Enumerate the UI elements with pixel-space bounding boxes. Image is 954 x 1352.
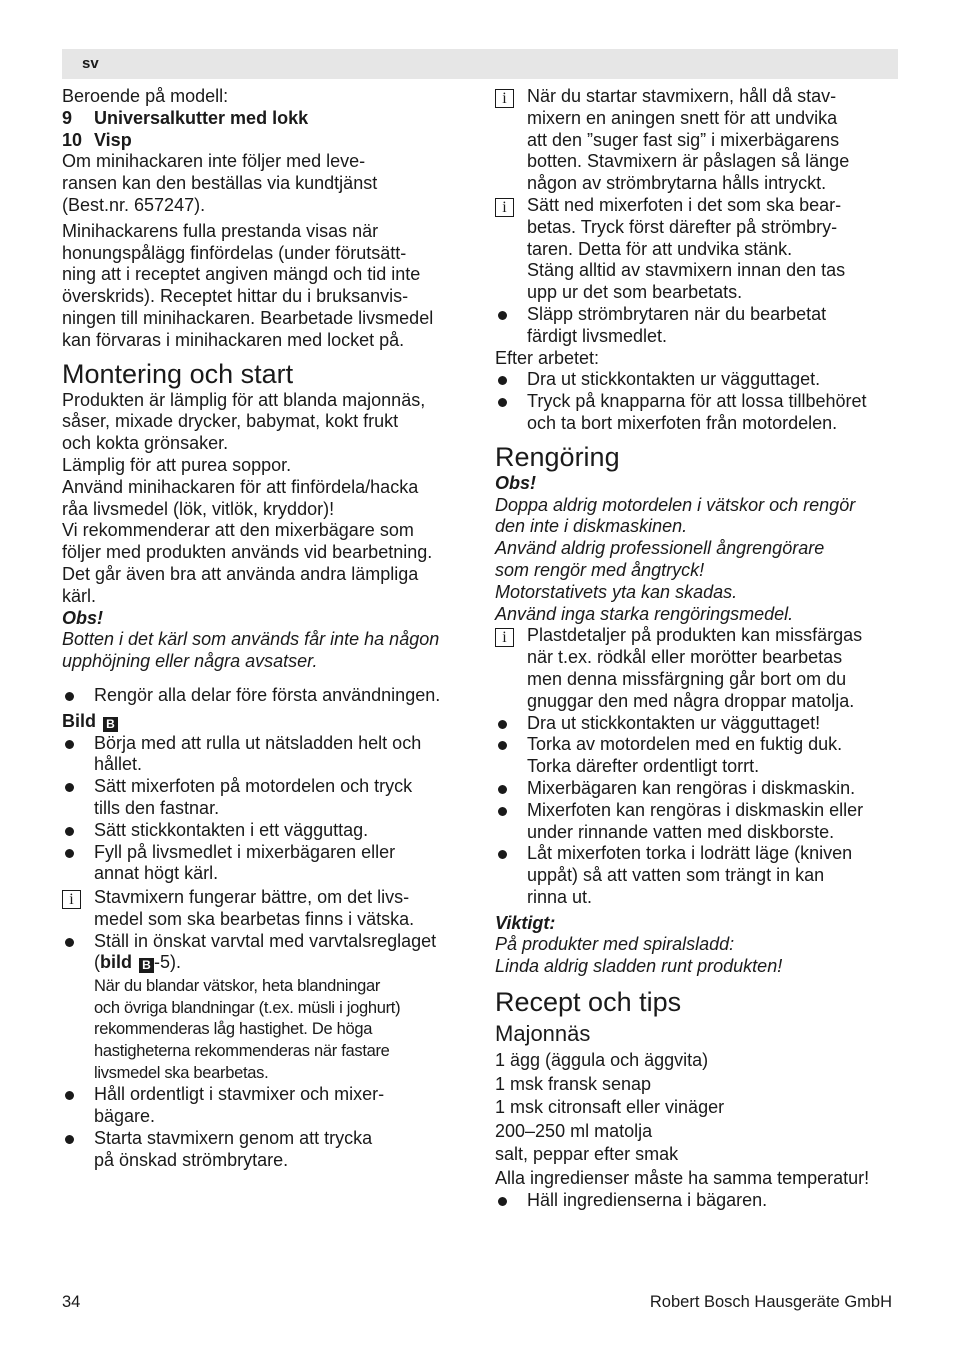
paragraph-order-info: Om minihackaren inte följer med leve- ransen kan den beställas via kundtjänst (Best.nr. 657247). bbox=[62, 151, 378, 215]
bullet-icon bbox=[65, 938, 74, 947]
list-item: Mixerbägaren kan rengöras i diskmaskin. bbox=[495, 778, 899, 800]
important-text: På produkter med spiralsladd: Linda aldrig sladden runt produkten! bbox=[495, 934, 783, 977]
obs-label: Obs! bbox=[62, 607, 104, 628]
speed-note: När du blandar vätskor, heta blandningar och övriga blandningar (t.ex. müsli i joghurt) rekommenderas låg hastighet. De höga hastigheterna rekommenderas när fastare livsmedel ska bearbetas. bbox=[94, 977, 401, 1082]
obs-text: Botten i det kärl som används får inte ha någon upphöjning eller några avsatser. bbox=[62, 629, 440, 672]
info-icon: i bbox=[495, 198, 514, 217]
paragraph-usage: Produkten är lämplig för att blanda majonnäs, såser, mixade drycker, babymat, kokt frukt och kokta grönsaker. Lämplig för att purea soppor. Använd minihackaren för att finfördela/hacka råa livsmedel (lök, vitlök, kryddor)! Vi rekommenderar att den mixerbägare som följer med produkten används vid bearbetning. Det går även bra att använda andra lämpliga kärl. bbox=[62, 389, 433, 606]
ingredient-line: 1 msk citronsaft eller vinäger bbox=[495, 1097, 725, 1118]
recipe-title: Majonnäs bbox=[495, 1021, 591, 1047]
bullet-icon bbox=[498, 720, 507, 729]
bullet-icon bbox=[498, 785, 507, 794]
bullet-icon bbox=[498, 311, 507, 320]
ingredient-line: 1 ägg (äggula och äggvita) bbox=[495, 1050, 709, 1071]
accessory-item-10: 10 Visp bbox=[62, 129, 132, 150]
list-item: Dra ut stickkontakten ur vägguttaget. bbox=[495, 369, 899, 391]
info-note: i Stavmixern fungerar bättre, om det livs- medel som ska bearbetas finns i vätska. bbox=[62, 887, 466, 931]
list-item: Tryck på knapparna för att lossa tillbehöret och ta bort mixerfoten från motordelen. bbox=[495, 391, 899, 435]
figure-reference: Bild B bbox=[62, 711, 466, 733]
section-heading-montering: Montering och start bbox=[62, 358, 294, 389]
ingredient-line: salt, peppar efter smak bbox=[495, 1144, 679, 1165]
bullet-icon bbox=[65, 740, 74, 749]
bullet-icon bbox=[65, 1091, 74, 1100]
list-item-speed: Ställ in önskat varvtal med varvtalsreglaget (bild B -5). bbox=[62, 931, 466, 975]
list-item: Fyll på livsmedlet i mixerbägaren eller annat högt kärl. bbox=[62, 842, 466, 886]
bullet-icon bbox=[65, 1135, 74, 1144]
ingredient-line: 1 msk fransk senap bbox=[495, 1073, 652, 1094]
list-item: Häll ingredienserna i bägaren. bbox=[495, 1190, 899, 1212]
bullet-icon bbox=[498, 376, 507, 385]
list-item: Starta stavmixern genom att trycka på önskad strömbrytare. bbox=[62, 1128, 466, 1172]
info-note: i Plastdetaljer på produkten kan missfärgas när t.ex. rödkål eller morötter bearbetas men denna missfärgning går bort om du gnuggar den med några droppar matolja. bbox=[495, 625, 899, 712]
list-item: Släpp strömbrytaren när du bearbetat färdigt livsmedlet. bbox=[495, 304, 899, 348]
obs-text: Använd aldrig professionell ångrengörare som rengör med ångtryck! bbox=[495, 538, 825, 580]
intro-text: Beroende på modell: bbox=[62, 86, 229, 106]
right-column bbox=[495, 86, 899, 1212]
bullet-icon bbox=[498, 850, 507, 859]
list-item: Håll ordentligt i stavmixer och mixer- bägare. bbox=[62, 1084, 466, 1128]
bullet-icon bbox=[498, 807, 507, 816]
bullet-icon bbox=[498, 741, 507, 750]
list-item: Torka av motordelen med en fuktig duk. Torka därefter ordentligt torrt. bbox=[495, 734, 899, 778]
language-code: sv bbox=[82, 55, 99, 72]
language-header-bar bbox=[62, 49, 898, 79]
info-icon: i bbox=[495, 89, 514, 108]
obs-label: Obs! bbox=[495, 472, 537, 493]
obs-text: Doppa aldrig motordelen i vätskor och rengör den inte i diskmaskinen. bbox=[495, 494, 856, 537]
page-number: 34 bbox=[62, 1293, 81, 1311]
list-item: Börja med att rulla ut nätsladden helt och hållet. bbox=[62, 733, 466, 777]
figure-letter-icon: B bbox=[103, 717, 118, 732]
list-item: Sätt mixerfoten på motordelen och tryck tills den fastnar. bbox=[62, 776, 466, 820]
ingredient-line: 200–250 ml matolja bbox=[495, 1120, 653, 1141]
company-name: Robert Bosch Hausgeräte GmbH bbox=[649, 1293, 892, 1311]
obs-text: Motorstativets yta kan skadas. Använd inga starka rengöringsmedel. bbox=[495, 581, 794, 624]
info-note: i Sätt ned mixerfoten i det som ska bear- betas. Tryck först därefter på strömbry- taren. Detta för att undvika stänk. Stäng alltid av stavmixern innan den tas upp ur det som bearbetats. bbox=[495, 195, 899, 304]
list-item: Låt mixerfoten torka i lodrätt läge (kniven uppåt) så att vatten som trängt in kan rinna ut. bbox=[495, 843, 899, 908]
after-use-label: Efter arbetet: bbox=[495, 347, 600, 368]
bullet-icon bbox=[65, 827, 74, 836]
info-icon: i bbox=[62, 890, 81, 909]
list-item: Dra ut stickkontakten ur vägguttaget! bbox=[495, 713, 899, 735]
list-item: Sätt stickkontakten i ett vägguttag. bbox=[62, 820, 466, 842]
figure-letter-icon: B bbox=[139, 958, 154, 973]
section-heading-rengoring: Rengöring bbox=[495, 441, 620, 472]
bullet-icon bbox=[498, 398, 507, 407]
left-column bbox=[62, 86, 466, 1171]
bullet-icon bbox=[65, 849, 74, 858]
info-icon: i bbox=[495, 628, 514, 647]
paragraph-performance: Minihackarens fulla prestanda visas när honungspålägg finfördelas (under förutsätt- ning att i receptet angiven mängd och tid inte överskrids). Receptet hittar du i bruksanvis- ningen till minihackaren. Bearbetade livsmedel kan förvaras i minihackaren med locket på. bbox=[62, 220, 434, 350]
list-item: Mixerfoten kan rengöras i diskmaskin eller under rinnande vatten med diskborste. bbox=[495, 800, 899, 844]
section-heading-recept: Recept och tips bbox=[495, 987, 682, 1018]
important-label: Viktigt: bbox=[495, 912, 556, 933]
bullet-icon bbox=[65, 692, 74, 701]
ingredient-line: Alla ingredienser måste ha samma temperatur! bbox=[495, 1167, 870, 1188]
bullet-icon bbox=[498, 1197, 507, 1206]
accessory-item-9: 9 Universalkutter med lokk bbox=[62, 107, 309, 128]
bullet-icon bbox=[65, 783, 74, 792]
info-note: i När du startar stavmixern, håll då stav- mixern en aningen snett för att undvika att den ”suger fast sig” i mixerbägarens botten. Stavmixern är påslagen så länge någon av strömbrytarna hålls intryckt. bbox=[495, 86, 899, 195]
list-item: Rengör alla delar före första användningen. bbox=[62, 685, 466, 707]
